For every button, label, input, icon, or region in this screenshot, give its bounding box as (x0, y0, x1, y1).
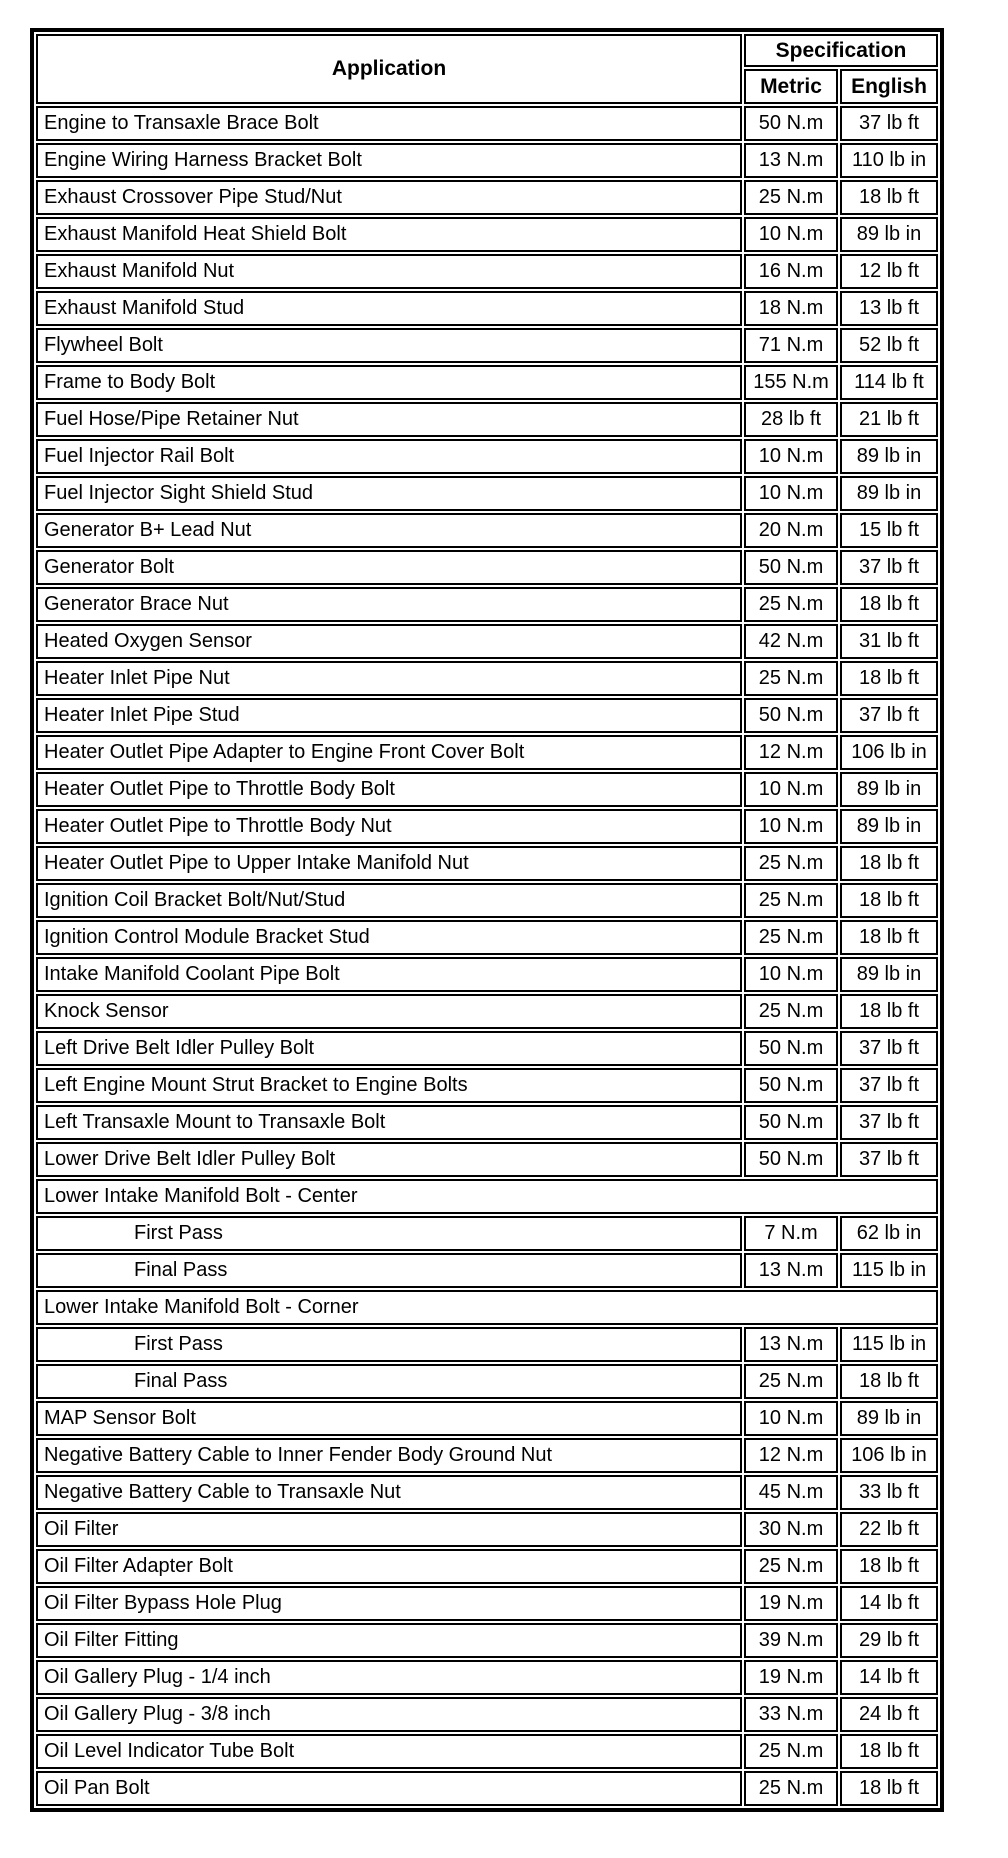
english-value-cell: 18 lb ft (840, 1734, 938, 1769)
metric-value-cell: 19 N.m (744, 1660, 838, 1695)
application-cell: Intake Manifold Coolant Pipe Bolt (36, 957, 742, 992)
english-value-cell: 18 lb ft (840, 180, 938, 215)
table-row (36, 1475, 938, 1510)
english-value-cell: 31 lb ft (840, 624, 938, 659)
table-header (36, 34, 938, 104)
table-row (36, 365, 938, 400)
table-row (36, 180, 938, 215)
metric-column-header: Metric (744, 69, 838, 104)
application-cell: Oil Gallery Plug - 1/4 inch (36, 1660, 742, 1695)
english-value-cell: 18 lb ft (840, 1771, 938, 1806)
table-row (36, 1697, 938, 1732)
english-value-cell: 33 lb ft (840, 1475, 938, 1510)
application-cell: Final Pass (36, 1253, 742, 1288)
metric-value-cell: 10 N.m (744, 1401, 838, 1436)
metric-value-cell: 25 N.m (744, 846, 838, 881)
table-row (36, 1401, 938, 1436)
english-value-cell: 15 lb ft (840, 513, 938, 548)
metric-value-cell: 10 N.m (744, 217, 838, 252)
english-value-cell: 24 lb ft (840, 1697, 938, 1732)
table-row (36, 1512, 938, 1547)
metric-value-cell: 10 N.m (744, 957, 838, 992)
english-value-cell: 18 lb ft (840, 587, 938, 622)
application-cell: Fuel Injector Rail Bolt (36, 439, 742, 474)
table-row (36, 1623, 938, 1658)
table-row (36, 143, 938, 178)
english-value-cell: 115 lb in (840, 1327, 938, 1362)
application-cell: Heater Inlet Pipe Nut (36, 661, 742, 696)
table-row (36, 1142, 938, 1177)
english-value-cell: 18 lb ft (840, 661, 938, 696)
table-row (36, 513, 938, 548)
metric-value-cell: 10 N.m (744, 439, 838, 474)
metric-value-cell: 25 N.m (744, 587, 838, 622)
group-application-cell: Lower Intake Manifold Bolt - Corner (36, 1290, 938, 1325)
application-cell: Left Transaxle Mount to Transaxle Bolt (36, 1105, 742, 1140)
application-cell: Heater Outlet Pipe to Throttle Body Nut (36, 809, 742, 844)
metric-value-cell: 28 lb ft (744, 402, 838, 437)
english-value-cell: 18 lb ft (840, 994, 938, 1029)
table-row (36, 624, 938, 659)
application-cell: Generator B+ Lead Nut (36, 513, 742, 548)
metric-value-cell: 50 N.m (744, 1142, 838, 1177)
application-cell: Engine to Transaxle Brace Bolt (36, 106, 742, 141)
metric-value-cell: 25 N.m (744, 920, 838, 955)
application-cell: Flywheel Bolt (36, 328, 742, 363)
metric-value-cell: 25 N.m (744, 1771, 838, 1806)
application-cell: Oil Filter Bypass Hole Plug (36, 1586, 742, 1621)
application-cell: Oil Gallery Plug - 3/8 inch (36, 1697, 742, 1732)
table-row (36, 994, 938, 1029)
application-cell: Fuel Hose/Pipe Retainer Nut (36, 402, 742, 437)
table-row (36, 550, 938, 585)
english-value-cell: 22 lb ft (840, 1512, 938, 1547)
metric-value-cell: 25 N.m (744, 661, 838, 696)
english-value-cell: 106 lb in (840, 735, 938, 770)
table-row (36, 1105, 938, 1140)
english-value-cell: 62 lb in (840, 1216, 938, 1251)
metric-value-cell: 13 N.m (744, 1327, 838, 1362)
metric-value-cell: 13 N.m (744, 143, 838, 178)
metric-value-cell: 19 N.m (744, 1586, 838, 1621)
english-value-cell: 89 lb in (840, 476, 938, 511)
sub-row (36, 1216, 938, 1251)
table-row (36, 698, 938, 733)
english-value-cell: 89 lb in (840, 439, 938, 474)
application-cell: Engine Wiring Harness Bracket Bolt (36, 143, 742, 178)
english-value-cell: 18 lb ft (840, 883, 938, 918)
english-value-cell: 13 lb ft (840, 291, 938, 326)
english-value-cell: 52 lb ft (840, 328, 938, 363)
application-cell: Oil Filter Fitting (36, 1623, 742, 1658)
english-value-cell: 106 lb in (840, 1438, 938, 1473)
application-cell: Lower Drive Belt Idler Pulley Bolt (36, 1142, 742, 1177)
application-cell: Ignition Control Module Bracket Stud (36, 920, 742, 955)
english-value-cell: 110 lb in (840, 143, 938, 178)
application-cell: Exhaust Manifold Heat Shield Bolt (36, 217, 742, 252)
english-value-cell: 114 lb ft (840, 365, 938, 400)
sub-row (36, 1327, 938, 1362)
application-cell: Frame to Body Bolt (36, 365, 742, 400)
metric-value-cell: 45 N.m (744, 1475, 838, 1510)
english-column-header: English (840, 69, 938, 104)
header-row-top (36, 34, 938, 67)
table-row (36, 735, 938, 770)
application-column-header: Application (36, 34, 742, 104)
english-value-cell: 14 lb ft (840, 1660, 938, 1695)
table-row (36, 1068, 938, 1103)
application-cell: Oil Pan Bolt (36, 1771, 742, 1806)
metric-value-cell: 10 N.m (744, 809, 838, 844)
english-value-cell: 37 lb ft (840, 698, 938, 733)
application-cell: First Pass (36, 1216, 742, 1251)
metric-value-cell: 12 N.m (744, 1438, 838, 1473)
metric-value-cell: 42 N.m (744, 624, 838, 659)
table-row (36, 957, 938, 992)
application-cell: Generator Brace Nut (36, 587, 742, 622)
table-row (36, 1734, 938, 1769)
application-cell: Heater Outlet Pipe to Upper Intake Manifold Nut (36, 846, 742, 881)
table-row (36, 254, 938, 289)
application-cell: Oil Level Indicator Tube Bolt (36, 1734, 742, 1769)
metric-value-cell: 50 N.m (744, 1068, 838, 1103)
metric-value-cell: 12 N.m (744, 735, 838, 770)
table-row (36, 661, 938, 696)
metric-value-cell: 25 N.m (744, 1549, 838, 1584)
table-row (36, 106, 938, 141)
application-cell: Fuel Injector Sight Shield Stud (36, 476, 742, 511)
application-cell: Left Engine Mount Strut Bracket to Engine Bolts (36, 1068, 742, 1103)
application-cell: Knock Sensor (36, 994, 742, 1029)
metric-value-cell: 25 N.m (744, 180, 838, 215)
english-value-cell: 14 lb ft (840, 1586, 938, 1621)
application-cell: Heater Outlet Pipe to Throttle Body Bolt (36, 772, 742, 807)
metric-value-cell: 25 N.m (744, 994, 838, 1029)
metric-value-cell: 50 N.m (744, 550, 838, 585)
specification-column-header: Specification (744, 34, 938, 67)
metric-value-cell: 25 N.m (744, 1734, 838, 1769)
table-row (36, 1438, 938, 1473)
metric-value-cell: 50 N.m (744, 698, 838, 733)
english-value-cell: 18 lb ft (840, 846, 938, 881)
metric-value-cell: 25 N.m (744, 1364, 838, 1399)
english-value-cell: 37 lb ft (840, 1105, 938, 1140)
english-value-cell: 89 lb in (840, 809, 938, 844)
english-value-cell: 29 lb ft (840, 1623, 938, 1658)
application-cell: Negative Battery Cable to Transaxle Nut (36, 1475, 742, 1510)
application-cell: Exhaust Manifold Nut (36, 254, 742, 289)
table-row (36, 1771, 938, 1806)
group-header-row (36, 1290, 938, 1325)
metric-value-cell: 50 N.m (744, 1105, 838, 1140)
metric-value-cell: 16 N.m (744, 254, 838, 289)
application-cell: Generator Bolt (36, 550, 742, 585)
table-row (36, 328, 938, 363)
english-value-cell: 115 lb in (840, 1253, 938, 1288)
english-value-cell: 18 lb ft (840, 1364, 938, 1399)
table-row (36, 476, 938, 511)
application-cell: Heater Outlet Pipe Adapter to Engine Front Cover Bolt (36, 735, 742, 770)
application-cell: Negative Battery Cable to Inner Fender Body Ground Nut (36, 1438, 742, 1473)
metric-value-cell: 39 N.m (744, 1623, 838, 1658)
english-value-cell: 12 lb ft (840, 254, 938, 289)
sub-row (36, 1253, 938, 1288)
english-value-cell: 89 lb in (840, 957, 938, 992)
table-row (36, 1549, 938, 1584)
sub-row (36, 1364, 938, 1399)
table-row (36, 1031, 938, 1066)
application-cell: MAP Sensor Bolt (36, 1401, 742, 1436)
table-row (36, 291, 938, 326)
application-cell: Oil Filter (36, 1512, 742, 1547)
metric-value-cell: 71 N.m (744, 328, 838, 363)
table-body (36, 106, 938, 1806)
application-cell: Heated Oxygen Sensor (36, 624, 742, 659)
table-row (36, 883, 938, 918)
english-value-cell: 37 lb ft (840, 1142, 938, 1177)
english-value-cell: 89 lb in (840, 1401, 938, 1436)
metric-value-cell: 50 N.m (744, 106, 838, 141)
application-cell: Exhaust Manifold Stud (36, 291, 742, 326)
table-row (36, 1660, 938, 1695)
table-row (36, 587, 938, 622)
metric-value-cell: 7 N.m (744, 1216, 838, 1251)
metric-value-cell: 10 N.m (744, 476, 838, 511)
table-row (36, 772, 938, 807)
application-cell: Oil Filter Adapter Bolt (36, 1549, 742, 1584)
table-row (36, 846, 938, 881)
english-value-cell: 37 lb ft (840, 550, 938, 585)
group-header-row (36, 1179, 938, 1214)
table-row (36, 402, 938, 437)
english-value-cell: 89 lb in (840, 217, 938, 252)
metric-value-cell: 25 N.m (744, 883, 838, 918)
english-value-cell: 18 lb ft (840, 1549, 938, 1584)
english-value-cell: 18 lb ft (840, 920, 938, 955)
metric-value-cell: 18 N.m (744, 291, 838, 326)
metric-value-cell: 10 N.m (744, 772, 838, 807)
metric-value-cell: 33 N.m (744, 1697, 838, 1732)
application-cell: Heater Inlet Pipe Stud (36, 698, 742, 733)
table-row (36, 439, 938, 474)
english-value-cell: 89 lb in (840, 772, 938, 807)
metric-value-cell: 30 N.m (744, 1512, 838, 1547)
metric-value-cell: 13 N.m (744, 1253, 838, 1288)
english-value-cell: 21 lb ft (840, 402, 938, 437)
table-row (36, 809, 938, 844)
table-row (36, 920, 938, 955)
table-row (36, 1586, 938, 1621)
table-row (36, 217, 938, 252)
application-cell: Left Drive Belt Idler Pulley Bolt (36, 1031, 742, 1066)
metric-value-cell: 50 N.m (744, 1031, 838, 1066)
english-value-cell: 37 lb ft (840, 1031, 938, 1066)
torque-spec-table (30, 28, 944, 1812)
metric-value-cell: 20 N.m (744, 513, 838, 548)
english-value-cell: 37 lb ft (840, 1068, 938, 1103)
application-cell: Ignition Coil Bracket Bolt/Nut/Stud (36, 883, 742, 918)
application-cell: Exhaust Crossover Pipe Stud/Nut (36, 180, 742, 215)
group-application-cell: Lower Intake Manifold Bolt - Center (36, 1179, 938, 1214)
application-cell: Final Pass (36, 1364, 742, 1399)
application-cell: First Pass (36, 1327, 742, 1362)
english-value-cell: 37 lb ft (840, 106, 938, 141)
metric-value-cell: 155 N.m (744, 365, 838, 400)
